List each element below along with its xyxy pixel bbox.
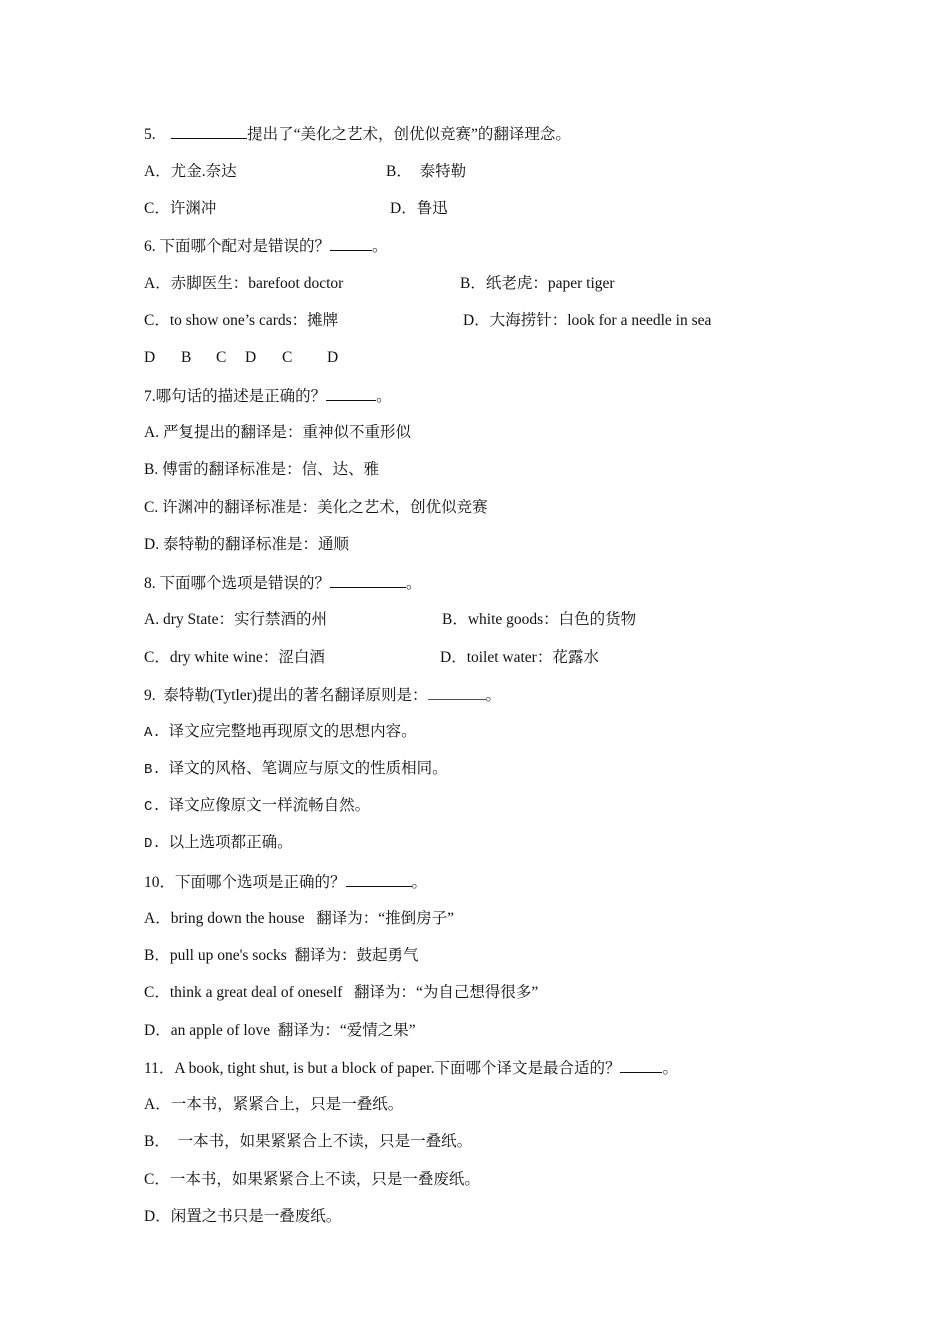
- question-text: 提出了“美化之艺术，创优似竞赛”的翻译理念。: [247, 126, 571, 143]
- question-11-stem: [144, 1058, 678, 1079]
- option-a: A．赤脚医生：barefoot doctor: [144, 275, 344, 292]
- option-a: [144, 722, 417, 743]
- option-b: B. 傅雷的翻译标准是：信、达、雅: [144, 461, 380, 478]
- option-b: B．纸老虎：paper tiger: [460, 275, 615, 292]
- punctuation: 。: [662, 1060, 678, 1077]
- question-text: 10．下面哪个选项是正确的？: [144, 874, 346, 891]
- punctuation: 。: [411, 874, 428, 891]
- option-letter: A.: [144, 725, 161, 741]
- option-d: D. 泰特勒的翻译标准是：通顺: [144, 536, 349, 553]
- option-c: C．to show one’s cards：摊牌: [144, 312, 339, 329]
- answer-key-1: D: [144, 349, 156, 366]
- option-c: C．一本书，如果紧紧合上不读，只是一叠废纸。: [144, 1171, 480, 1188]
- option-c: C．许渊冲: [144, 200, 217, 217]
- question-text: 11．A book, tight shut, is but a block of paper.下面哪个译文是最合适的？: [144, 1060, 621, 1077]
- punctuation: 。: [406, 575, 422, 592]
- option-b: B． 泰特勒: [386, 163, 467, 180]
- punctuation: 。: [485, 687, 502, 704]
- option-b: B．pull up one's socks 翻译为：鼓起勇气: [144, 947, 419, 964]
- option-text: 以上选项都正确。: [168, 834, 293, 851]
- option-a: A．bring down the house 翻译为：“推倒房子”: [144, 910, 454, 927]
- question-text: 8. 下面哪个选项是错误的？: [144, 575, 331, 592]
- answer-blank: [330, 573, 406, 588]
- option-d: [144, 833, 293, 854]
- option-text: 译文应完整地再现原文的思想内容。: [168, 723, 417, 740]
- option-d: D．an apple of love 翻译为：“爱情之果”: [144, 1022, 416, 1039]
- question-8-stem: [144, 573, 422, 594]
- question-text: 9. 泰特勒(Tytler)提出的著名翻译原则是：: [144, 687, 428, 704]
- answer-blank: [620, 1058, 662, 1073]
- punctuation: 。: [376, 388, 392, 405]
- question-number: 5.: [144, 126, 156, 143]
- punctuation: 。: [372, 238, 388, 255]
- question-text: 6. 下面哪个配对是错误的？: [144, 238, 331, 255]
- option-d: D．大海捞针：look for a needle in sea: [463, 312, 712, 329]
- option-a: A．一本书，紧紧合上，只是一叠纸。: [144, 1096, 404, 1113]
- answer-blank: [171, 124, 247, 139]
- question-text: 7.哪句话的描述是正确的？: [144, 388, 327, 405]
- option-a: A．尤金.奈达: [144, 163, 237, 180]
- option-c: C. 许渊冲的翻译标准是：美化之艺术，创优似竞赛: [144, 499, 488, 516]
- option-letter: B.: [144, 762, 161, 778]
- question-9-stem: [144, 685, 501, 706]
- answer-key-6: D: [327, 349, 339, 366]
- option-text: 译文的风格、笔调应与原文的性质相同。: [168, 760, 448, 777]
- option-c: C．dry white wine：涩白酒: [144, 649, 325, 666]
- answer-key-3: C: [216, 349, 227, 366]
- option-d: D．闲置之书只是一叠废纸。: [144, 1208, 342, 1225]
- question-10-stem: [144, 872, 427, 893]
- option-d: D．鲁迅: [390, 200, 448, 217]
- answer-blank: [326, 386, 376, 401]
- question-6-stem: [144, 236, 388, 257]
- option-c: C．think a great deal of oneself 翻译为：“为自己想得很多”: [144, 984, 539, 1001]
- option-b: [144, 759, 448, 780]
- option-b: B．white goods：白色的货物: [442, 611, 637, 628]
- option-b: B． 一本书，如果紧紧合上不读，只是一叠纸。: [144, 1133, 473, 1150]
- question-5-stem: [144, 124, 571, 145]
- answer-key-2: B: [181, 349, 192, 366]
- answer-key-4: D: [245, 349, 257, 366]
- option-letter: D.: [144, 836, 161, 852]
- option-text: 译文应像原文一样流畅自然。: [168, 797, 371, 814]
- answer-key-5: C: [282, 349, 293, 366]
- answer-blank: [330, 236, 372, 251]
- option-letter: C.: [144, 799, 161, 815]
- option-a: A. dry State：实行禁酒的州: [144, 611, 327, 628]
- option-a: A. 严复提出的翻译是：重神似不重形似: [144, 424, 411, 441]
- answer-blank: [428, 685, 486, 700]
- option-c: [144, 796, 370, 817]
- answer-blank: [346, 872, 412, 887]
- question-7-stem: [144, 386, 392, 407]
- option-d: D．toilet water：花露水: [440, 649, 599, 666]
